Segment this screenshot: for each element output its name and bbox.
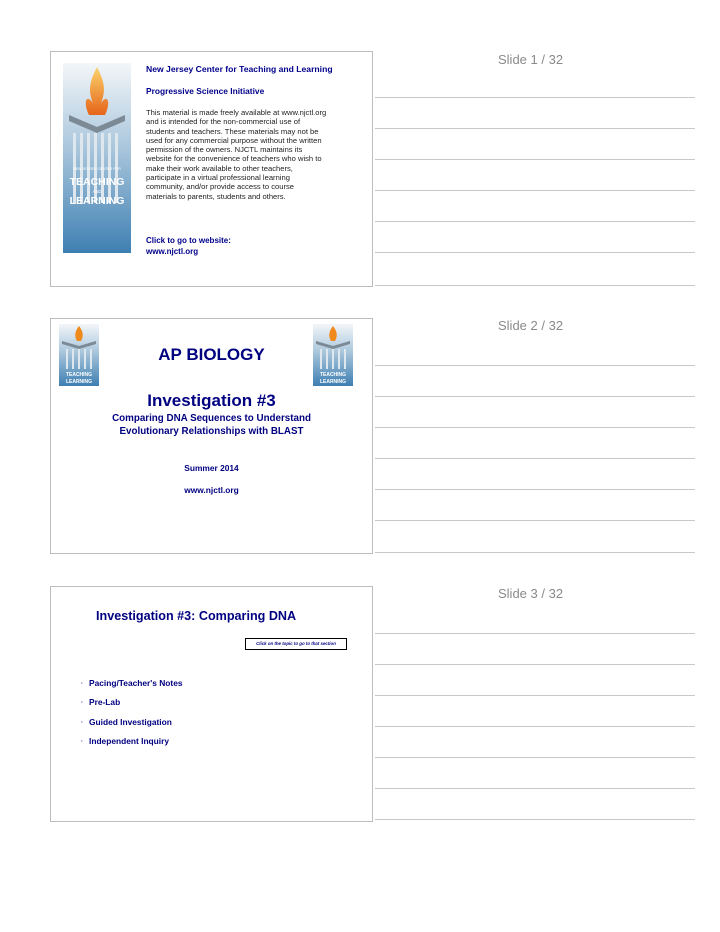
note-line bbox=[375, 489, 695, 490]
initiative-name: Progressive Science Initiative bbox=[146, 86, 265, 96]
note-line bbox=[375, 128, 695, 129]
note-line bbox=[375, 365, 695, 366]
svg-text:AND: AND bbox=[92, 189, 102, 194]
subtitle-line: Comparing DNA Sequences to Understand bbox=[112, 413, 311, 424]
investigation-subtitle bbox=[51, 412, 372, 438]
slide-title: Investigation #3: Comparing DNA bbox=[96, 609, 297, 623]
svg-text:TEACHING: TEACHING bbox=[319, 372, 347, 378]
toc-item-pre-lab[interactable] bbox=[81, 697, 183, 716]
toc-item-label: Pacing/Teacher's Notes bbox=[89, 678, 183, 688]
note-line bbox=[375, 552, 695, 553]
bullet-icon: · bbox=[81, 738, 83, 745]
svg-text:TEACHING: TEACHING bbox=[65, 372, 93, 378]
section-hint-box: Click on the topic to go to that section bbox=[245, 638, 347, 650]
bullet-icon: · bbox=[81, 700, 83, 707]
slide-title: AP BIOLOGY bbox=[158, 345, 265, 364]
svg-text:TEACHING: TEACHING bbox=[69, 176, 125, 188]
svg-text:NEW JERSEY CENTER FOR: NEW JERSEY CENTER FOR bbox=[73, 167, 121, 171]
website-link-url: www.njctl.org bbox=[146, 246, 199, 256]
bullet-icon: · bbox=[81, 719, 83, 726]
toc-item-label: Independent Inquiry bbox=[89, 735, 170, 746]
toc-item-pacing[interactable] bbox=[81, 678, 183, 697]
note-line bbox=[375, 285, 695, 286]
slide-3 bbox=[50, 586, 373, 822]
notice-line: community, and/or provide access to course bbox=[146, 182, 295, 192]
website-link-label: Click to go to website: bbox=[146, 236, 231, 245]
toc-item-guided-investigation[interactable] bbox=[81, 717, 183, 736]
toc-item-label: Guided Investigation bbox=[89, 716, 172, 727]
slide-number-2: Slide 2 / 32 bbox=[498, 318, 564, 333]
note-line bbox=[375, 757, 695, 758]
investigation-heading: Investigation #3 bbox=[147, 391, 276, 410]
note-line bbox=[375, 396, 695, 397]
notice-line: make their work available to other teachers, bbox=[146, 163, 293, 173]
subtitle-line: Evolutionary Relationships with BLAST bbox=[119, 426, 304, 437]
slide-number-3: Slide 3 / 32 bbox=[498, 586, 564, 601]
notice-line: permission of the owners. NJCTL maintains its bbox=[146, 145, 303, 155]
date-label: Summer 2014 bbox=[184, 463, 239, 473]
toc-item-independent-inquiry[interactable] bbox=[81, 736, 183, 755]
njctl-logo bbox=[63, 63, 131, 253]
note-line bbox=[375, 190, 695, 191]
note-line bbox=[375, 520, 695, 521]
notice-line: used for any commercial purpose without the written bbox=[146, 135, 322, 145]
slide-2 bbox=[50, 318, 373, 554]
svg-text:LEARNING: LEARNING bbox=[65, 379, 93, 385]
note-line bbox=[375, 159, 695, 160]
notice-line: and is intended for the non-commercial use of bbox=[146, 117, 301, 127]
note-line bbox=[375, 726, 695, 727]
svg-text:LEARNING: LEARNING bbox=[319, 379, 347, 385]
table-of-contents bbox=[81, 678, 183, 755]
org-name: New Jersey Center for Teaching and Learning bbox=[146, 64, 333, 74]
bullet-icon: · bbox=[81, 681, 83, 687]
note-line bbox=[375, 97, 695, 98]
note-line bbox=[375, 427, 695, 428]
note-line bbox=[375, 221, 695, 222]
notice-line: participate in a virtual professional learning bbox=[146, 173, 290, 183]
note-line bbox=[375, 819, 695, 820]
note-line bbox=[375, 664, 695, 665]
svg-text:LEARNING: LEARNING bbox=[69, 195, 125, 207]
slide-number-1: Slide 1 / 32 bbox=[498, 52, 564, 67]
toc-item-label: Pre-Lab bbox=[89, 697, 121, 708]
note-line bbox=[375, 458, 695, 459]
note-line bbox=[375, 695, 695, 696]
notice-line: materials to parents, students and others. bbox=[146, 191, 286, 201]
notice-line: students and teachers. These materials may not be bbox=[146, 126, 319, 136]
notice-line: website for the convenience of teachers who wish to bbox=[146, 154, 322, 164]
note-line bbox=[375, 788, 695, 789]
website-link[interactable] bbox=[146, 236, 231, 257]
website-url[interactable]: www.njctl.org bbox=[184, 485, 239, 495]
notice-line: This material is made freely available at www.njctl.org bbox=[146, 108, 327, 117]
usage-notice bbox=[146, 108, 358, 201]
note-line bbox=[375, 633, 695, 634]
note-line bbox=[375, 252, 695, 253]
slide-1 bbox=[50, 51, 373, 287]
